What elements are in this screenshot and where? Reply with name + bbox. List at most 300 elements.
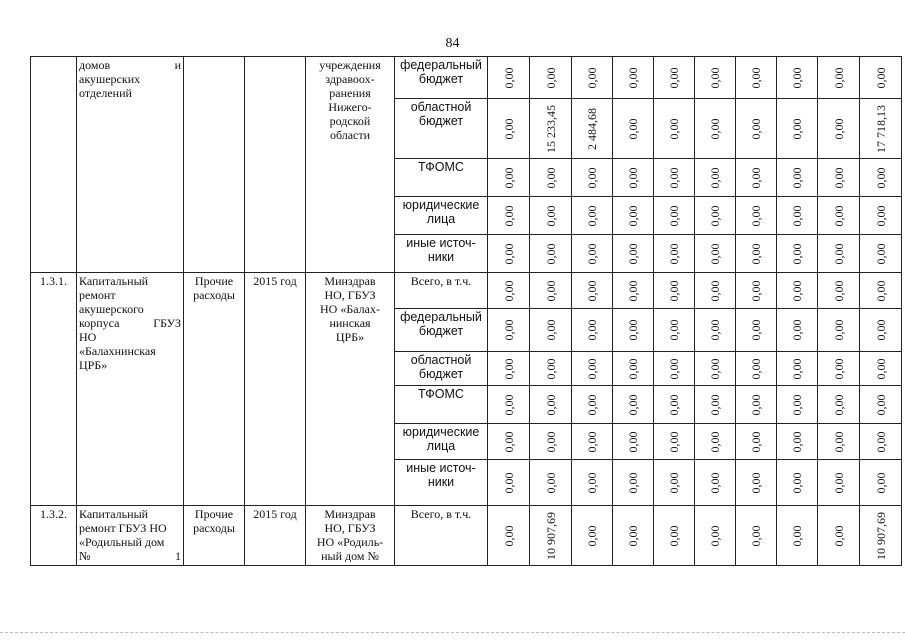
value-text: 0,00: [585, 243, 599, 264]
value-text: 0,00: [667, 243, 681, 264]
value-cell: [736, 197, 777, 235]
value-text: 0,00: [501, 167, 516, 188]
text-line: НО, ГБУЗ: [324, 288, 376, 302]
value-text: 0,00: [667, 67, 681, 88]
value-text: 0,00: [831, 118, 846, 139]
text-line: ремонт ГБУЗ НО: [79, 521, 167, 535]
value-cell: [613, 309, 654, 352]
value-text: 0,00: [749, 431, 763, 452]
value-text: 0,00: [667, 431, 681, 452]
item-number-cell: 1.3.2.: [31, 506, 77, 566]
value-cell: [818, 159, 860, 197]
value-cell: [654, 197, 695, 235]
text-line: НО «Балах-: [320, 302, 380, 316]
value-cell: [736, 273, 777, 309]
value-text: 0,00: [626, 167, 640, 188]
value-cell: [654, 57, 695, 99]
value-cell: [736, 57, 777, 99]
value-cell: [572, 506, 613, 566]
value-text: 0,00: [790, 431, 804, 452]
source-label: ТФОМС: [395, 159, 488, 197]
value-cell: [572, 386, 613, 424]
text-line: нинская: [329, 316, 371, 330]
source-label: федеральный бюджет: [395, 57, 488, 99]
text-line: НО: [79, 330, 97, 344]
text-line: ремонт: [79, 288, 116, 302]
value-text: 0,00: [790, 472, 804, 493]
value-text: 0,00: [708, 358, 722, 379]
value-text: 0,00: [667, 525, 681, 546]
text-line: Минздрав: [324, 274, 376, 288]
value-cell: [488, 386, 530, 424]
value-cell: [736, 506, 777, 566]
value-cell: [695, 309, 736, 352]
text-line: ранения: [329, 86, 371, 100]
value-cell: [695, 235, 736, 273]
value-cell: [777, 352, 818, 386]
value-text: 0,00: [543, 431, 558, 452]
value-cell: [613, 273, 654, 309]
value-text: 0,00: [543, 167, 558, 188]
value-text: 0,00: [708, 118, 722, 139]
text-line: родской: [329, 114, 371, 128]
source-label: областной бюджет: [395, 352, 488, 386]
value-text: 0,00: [873, 319, 888, 341]
value-cell: [530, 460, 572, 506]
value-text: 0,00: [543, 205, 558, 226]
table-row: [31, 57, 902, 99]
value-text: 0,00: [543, 67, 558, 88]
value-cell: [613, 197, 654, 235]
value-text: 0,00: [501, 280, 516, 301]
value-text: 0,00: [501, 319, 516, 341]
value-cell: [572, 197, 613, 235]
value-cell: [530, 197, 572, 235]
value-cell: [572, 352, 613, 386]
value-cell: [777, 235, 818, 273]
value-cell: [818, 352, 860, 386]
value-text: 0,00: [749, 472, 763, 493]
value-text: 0,00: [708, 319, 722, 341]
value-text: 0,00: [626, 67, 640, 88]
value-cell: [613, 424, 654, 460]
value-text: 0,00: [790, 319, 804, 341]
value-text: 0,00: [749, 67, 763, 88]
value-text: 0,00: [749, 167, 763, 188]
value-text: 0,00: [543, 394, 558, 415]
value-text: 0,00: [749, 394, 763, 415]
value-cell: [572, 99, 613, 159]
page-edge-divider: [0, 632, 905, 634]
value-cell: [818, 197, 860, 235]
value-text: 0,00: [667, 280, 681, 301]
source-label: юридические лица: [395, 197, 488, 235]
value-cell: [488, 57, 530, 99]
value-text: 0,00: [543, 319, 558, 341]
expense-type-cell: Прочие расходы: [184, 273, 245, 506]
value-cell: [695, 57, 736, 99]
text-line: ный дом №: [321, 549, 379, 563]
value-cell: [818, 506, 860, 566]
value-cell: [736, 99, 777, 159]
value-text: 0,00: [543, 280, 558, 301]
value-text: 0,00: [626, 431, 640, 452]
text-line: № 1: [79, 549, 181, 563]
value-text: 0,00: [626, 118, 640, 139]
value-text: 0,00: [667, 205, 681, 226]
value-cell: [695, 424, 736, 460]
value-cell: [530, 159, 572, 197]
value-text: 0,00: [708, 167, 722, 188]
value-text: 0,00: [831, 525, 846, 546]
value-text: 0,00: [873, 394, 888, 415]
value-cell: [654, 506, 695, 566]
value-cell: [860, 424, 902, 460]
source-label: Всего, в т.ч.: [395, 506, 488, 566]
value-text: 0,00: [667, 472, 681, 493]
value-text: 0,00: [667, 394, 681, 415]
text-line: Минздрав: [324, 507, 376, 521]
value-cell: [530, 235, 572, 273]
value-cell: [860, 235, 902, 273]
value-text: 0,00: [626, 319, 640, 341]
value-cell: [695, 273, 736, 309]
value-cell: [572, 460, 613, 506]
value-text: 0,00: [585, 472, 599, 493]
value-cell: [654, 424, 695, 460]
value-text: 0,00: [749, 243, 763, 264]
value-text: 0,00: [708, 280, 722, 301]
value-cell: [818, 235, 860, 273]
value-cell: [777, 273, 818, 309]
text-line: области: [329, 128, 371, 142]
value-text: 0,00: [708, 205, 722, 226]
value-text: 17 718,13: [873, 104, 888, 153]
value-cell: [860, 460, 902, 506]
value-cell: [613, 386, 654, 424]
value-cell: [530, 57, 572, 99]
value-text: 0,00: [790, 358, 804, 379]
value-cell: [613, 159, 654, 197]
value-cell: [695, 197, 736, 235]
value-cell: [613, 99, 654, 159]
value-cell: [488, 506, 530, 566]
text-line: «Балахнинская: [79, 344, 156, 358]
value-text: 0,00: [585, 525, 599, 546]
value-text: 0,00: [708, 67, 722, 88]
text-line: учреждения: [319, 58, 381, 72]
value-text: 0,00: [626, 358, 640, 379]
value-text: 0,00: [831, 243, 846, 264]
value-cell: [818, 460, 860, 506]
value-text: 0,00: [831, 431, 846, 452]
value-cell: [572, 309, 613, 352]
value-text: 0,00: [667, 167, 681, 188]
item-name-cell: [77, 273, 184, 506]
table-row: [31, 506, 902, 566]
value-text: 0,00: [585, 319, 599, 341]
value-cell: [488, 424, 530, 460]
value-text: 0,00: [790, 205, 804, 226]
text-line: акушерских: [79, 72, 141, 86]
source-label: юридические лица: [395, 424, 488, 460]
source-label: иные источ-ники: [395, 460, 488, 506]
item-number-cell: 1.3.1.: [31, 273, 77, 506]
value-text: 0,00: [873, 358, 888, 379]
value-cell: [736, 235, 777, 273]
value-cell: [613, 506, 654, 566]
value-cell: [736, 460, 777, 506]
value-text: 0,00: [585, 280, 599, 301]
value-cell: [654, 386, 695, 424]
value-text: 0,00: [790, 67, 804, 88]
value-cell: [488, 159, 530, 197]
value-text: 0,00: [543, 472, 558, 493]
value-cell: [530, 309, 572, 352]
value-text: 0,00: [501, 394, 516, 415]
text-line: домов и: [79, 58, 181, 72]
value-cell: [654, 352, 695, 386]
value-text: 0,00: [626, 243, 640, 264]
value-text: 0,00: [749, 525, 763, 546]
value-cell: [613, 352, 654, 386]
value-cell: [613, 460, 654, 506]
value-cell: [654, 309, 695, 352]
value-cell: [860, 386, 902, 424]
value-text: 0,00: [585, 431, 599, 452]
page-number: 84: [445, 36, 460, 51]
value-text: 0,00: [585, 167, 599, 188]
value-cell: [695, 159, 736, 197]
value-cell: [572, 235, 613, 273]
value-text: 0,00: [626, 394, 640, 415]
value-cell: [488, 99, 530, 159]
value-text: 0,00: [749, 205, 763, 226]
value-text: 0,00: [585, 67, 599, 88]
value-cell: [613, 235, 654, 273]
value-text: 0,00: [873, 205, 888, 226]
value-cell: [488, 197, 530, 235]
value-text: 10 907,69: [543, 511, 558, 560]
value-text: 0,00: [790, 394, 804, 415]
value-text: 0,00: [501, 431, 516, 452]
value-cell: [860, 273, 902, 309]
value-cell: [695, 99, 736, 159]
value-cell: [736, 424, 777, 460]
value-cell: [488, 460, 530, 506]
value-cell: [695, 386, 736, 424]
value-text: 0,00: [667, 319, 681, 341]
value-text: 2 484,68: [585, 107, 599, 150]
source-label: областной бюджет: [395, 99, 488, 159]
value-text: 0,00: [626, 472, 640, 493]
value-text: 0,00: [501, 525, 516, 546]
text-line: НО «Родиль-: [316, 535, 384, 549]
text-line: Капитальный: [79, 507, 149, 521]
value-cell: [777, 99, 818, 159]
value-text: 10 907,69: [873, 511, 888, 560]
text-line: ЦРБ»: [335, 330, 365, 344]
period-cell: 2015 год: [245, 506, 306, 566]
value-cell: [654, 159, 695, 197]
value-text: 0,00: [831, 67, 846, 88]
value-cell: [777, 424, 818, 460]
source-label: иные источ-ники: [395, 235, 488, 273]
value-text: 0,00: [667, 118, 681, 139]
value-text: 0,00: [626, 280, 640, 301]
value-text: 0,00: [708, 525, 722, 546]
value-cell: [777, 460, 818, 506]
value-cell: [654, 235, 695, 273]
value-cell: [860, 197, 902, 235]
text-line: здравоох-: [325, 72, 375, 86]
value-text: 0,00: [873, 243, 888, 264]
responsible-org-cell: [306, 273, 395, 506]
value-text: 0,00: [831, 394, 846, 415]
value-cell: [488, 273, 530, 309]
value-cell: [777, 386, 818, 424]
period-cell: [245, 57, 306, 273]
value-text: 0,00: [873, 167, 888, 188]
value-cell: [530, 424, 572, 460]
value-cell: [777, 57, 818, 99]
period-cell: 2015 год: [245, 273, 306, 506]
value-text: 0,00: [667, 358, 681, 379]
funding-table: [30, 56, 902, 566]
value-cell: [572, 57, 613, 99]
value-text: 0,00: [749, 319, 763, 341]
value-cell: [818, 99, 860, 159]
value-text: 0,00: [790, 525, 804, 546]
value-cell: [818, 309, 860, 352]
value-cell: [613, 57, 654, 99]
value-cell: [530, 99, 572, 159]
item-name-cell: [77, 57, 184, 273]
value-text: 15 233,45: [543, 104, 558, 153]
value-cell: [530, 386, 572, 424]
value-text: 0,00: [585, 358, 599, 379]
value-cell: [488, 235, 530, 273]
text-line: акушерского: [79, 302, 144, 316]
responsible-org-cell: [306, 57, 395, 273]
value-cell: [736, 309, 777, 352]
value-text: 0,00: [708, 472, 722, 493]
value-text: 0,00: [790, 118, 804, 139]
value-text: 0,00: [585, 394, 599, 415]
value-cell: [654, 273, 695, 309]
text-line: Капитальный: [79, 274, 149, 288]
value-text: 0,00: [749, 280, 763, 301]
value-text: 0,00: [749, 358, 763, 379]
value-text: 0,00: [873, 431, 888, 452]
value-text: 0,00: [873, 280, 888, 301]
value-cell: [488, 352, 530, 386]
value-cell: [777, 309, 818, 352]
value-cell: [860, 352, 902, 386]
value-text: 0,00: [790, 243, 804, 264]
source-label: федеральный бюджет: [395, 309, 488, 352]
item-number-cell: [31, 57, 77, 273]
text-line: «Родильный дом: [79, 535, 165, 549]
value-text: 0,00: [708, 243, 722, 264]
value-text: 0,00: [501, 472, 516, 493]
value-text: 0,00: [501, 205, 516, 226]
text-line: ЦРБ»: [79, 358, 108, 372]
value-text: 0,00: [790, 167, 804, 188]
text-line: корпуса ГБУЗ: [79, 316, 181, 330]
value-text: 0,00: [501, 118, 516, 139]
value-cell: [818, 386, 860, 424]
value-text: 0,00: [831, 358, 846, 379]
value-text: 0,00: [749, 118, 763, 139]
value-cell: [736, 352, 777, 386]
value-cell: [736, 159, 777, 197]
value-cell: [654, 460, 695, 506]
value-text: 0,00: [585, 205, 599, 226]
value-text: 0,00: [626, 205, 640, 226]
value-cell: [572, 424, 613, 460]
value-cell: [860, 159, 902, 197]
value-text: 0,00: [831, 280, 846, 301]
responsible-org-cell: [306, 506, 395, 566]
value-cell: [572, 273, 613, 309]
value-text: 0,00: [831, 472, 846, 493]
value-cell: [530, 352, 572, 386]
value-text: 0,00: [831, 205, 846, 226]
table-row: [31, 273, 902, 309]
value-cell: [818, 57, 860, 99]
value-text: 0,00: [543, 358, 558, 379]
value-text: 0,00: [831, 167, 846, 188]
value-cell: [860, 99, 902, 159]
value-cell: [818, 273, 860, 309]
value-cell: [572, 159, 613, 197]
value-cell: [860, 309, 902, 352]
value-text: 0,00: [708, 431, 722, 452]
value-text: 0,00: [501, 67, 516, 88]
value-cell: [777, 197, 818, 235]
value-text: 0,00: [708, 394, 722, 415]
text-line: отделений: [79, 86, 132, 100]
source-label: ТФОМС: [395, 386, 488, 424]
value-cell: [488, 309, 530, 352]
text-line: Нижего-: [328, 100, 372, 114]
value-cell: [530, 506, 572, 566]
value-cell: [736, 386, 777, 424]
value-text: 0,00: [626, 525, 640, 546]
value-cell: [777, 159, 818, 197]
value-text: 0,00: [501, 358, 516, 379]
expense-type-cell: [184, 57, 245, 273]
value-cell: [654, 99, 695, 159]
value-text: 0,00: [831, 319, 846, 341]
value-cell: [695, 352, 736, 386]
value-text: 0,00: [873, 67, 888, 88]
value-cell: [695, 506, 736, 566]
value-cell: [860, 506, 902, 566]
value-text: 0,00: [873, 472, 888, 493]
value-cell: [695, 460, 736, 506]
source-label: Всего, в т.ч.: [395, 273, 488, 309]
value-cell: [530, 273, 572, 309]
item-name-cell: [77, 506, 184, 566]
value-cell: [860, 57, 902, 99]
value-text: 0,00: [501, 243, 516, 264]
value-text: 0,00: [790, 280, 804, 301]
value-cell: [777, 506, 818, 566]
value-cell: [818, 424, 860, 460]
value-text: 0,00: [543, 243, 558, 264]
